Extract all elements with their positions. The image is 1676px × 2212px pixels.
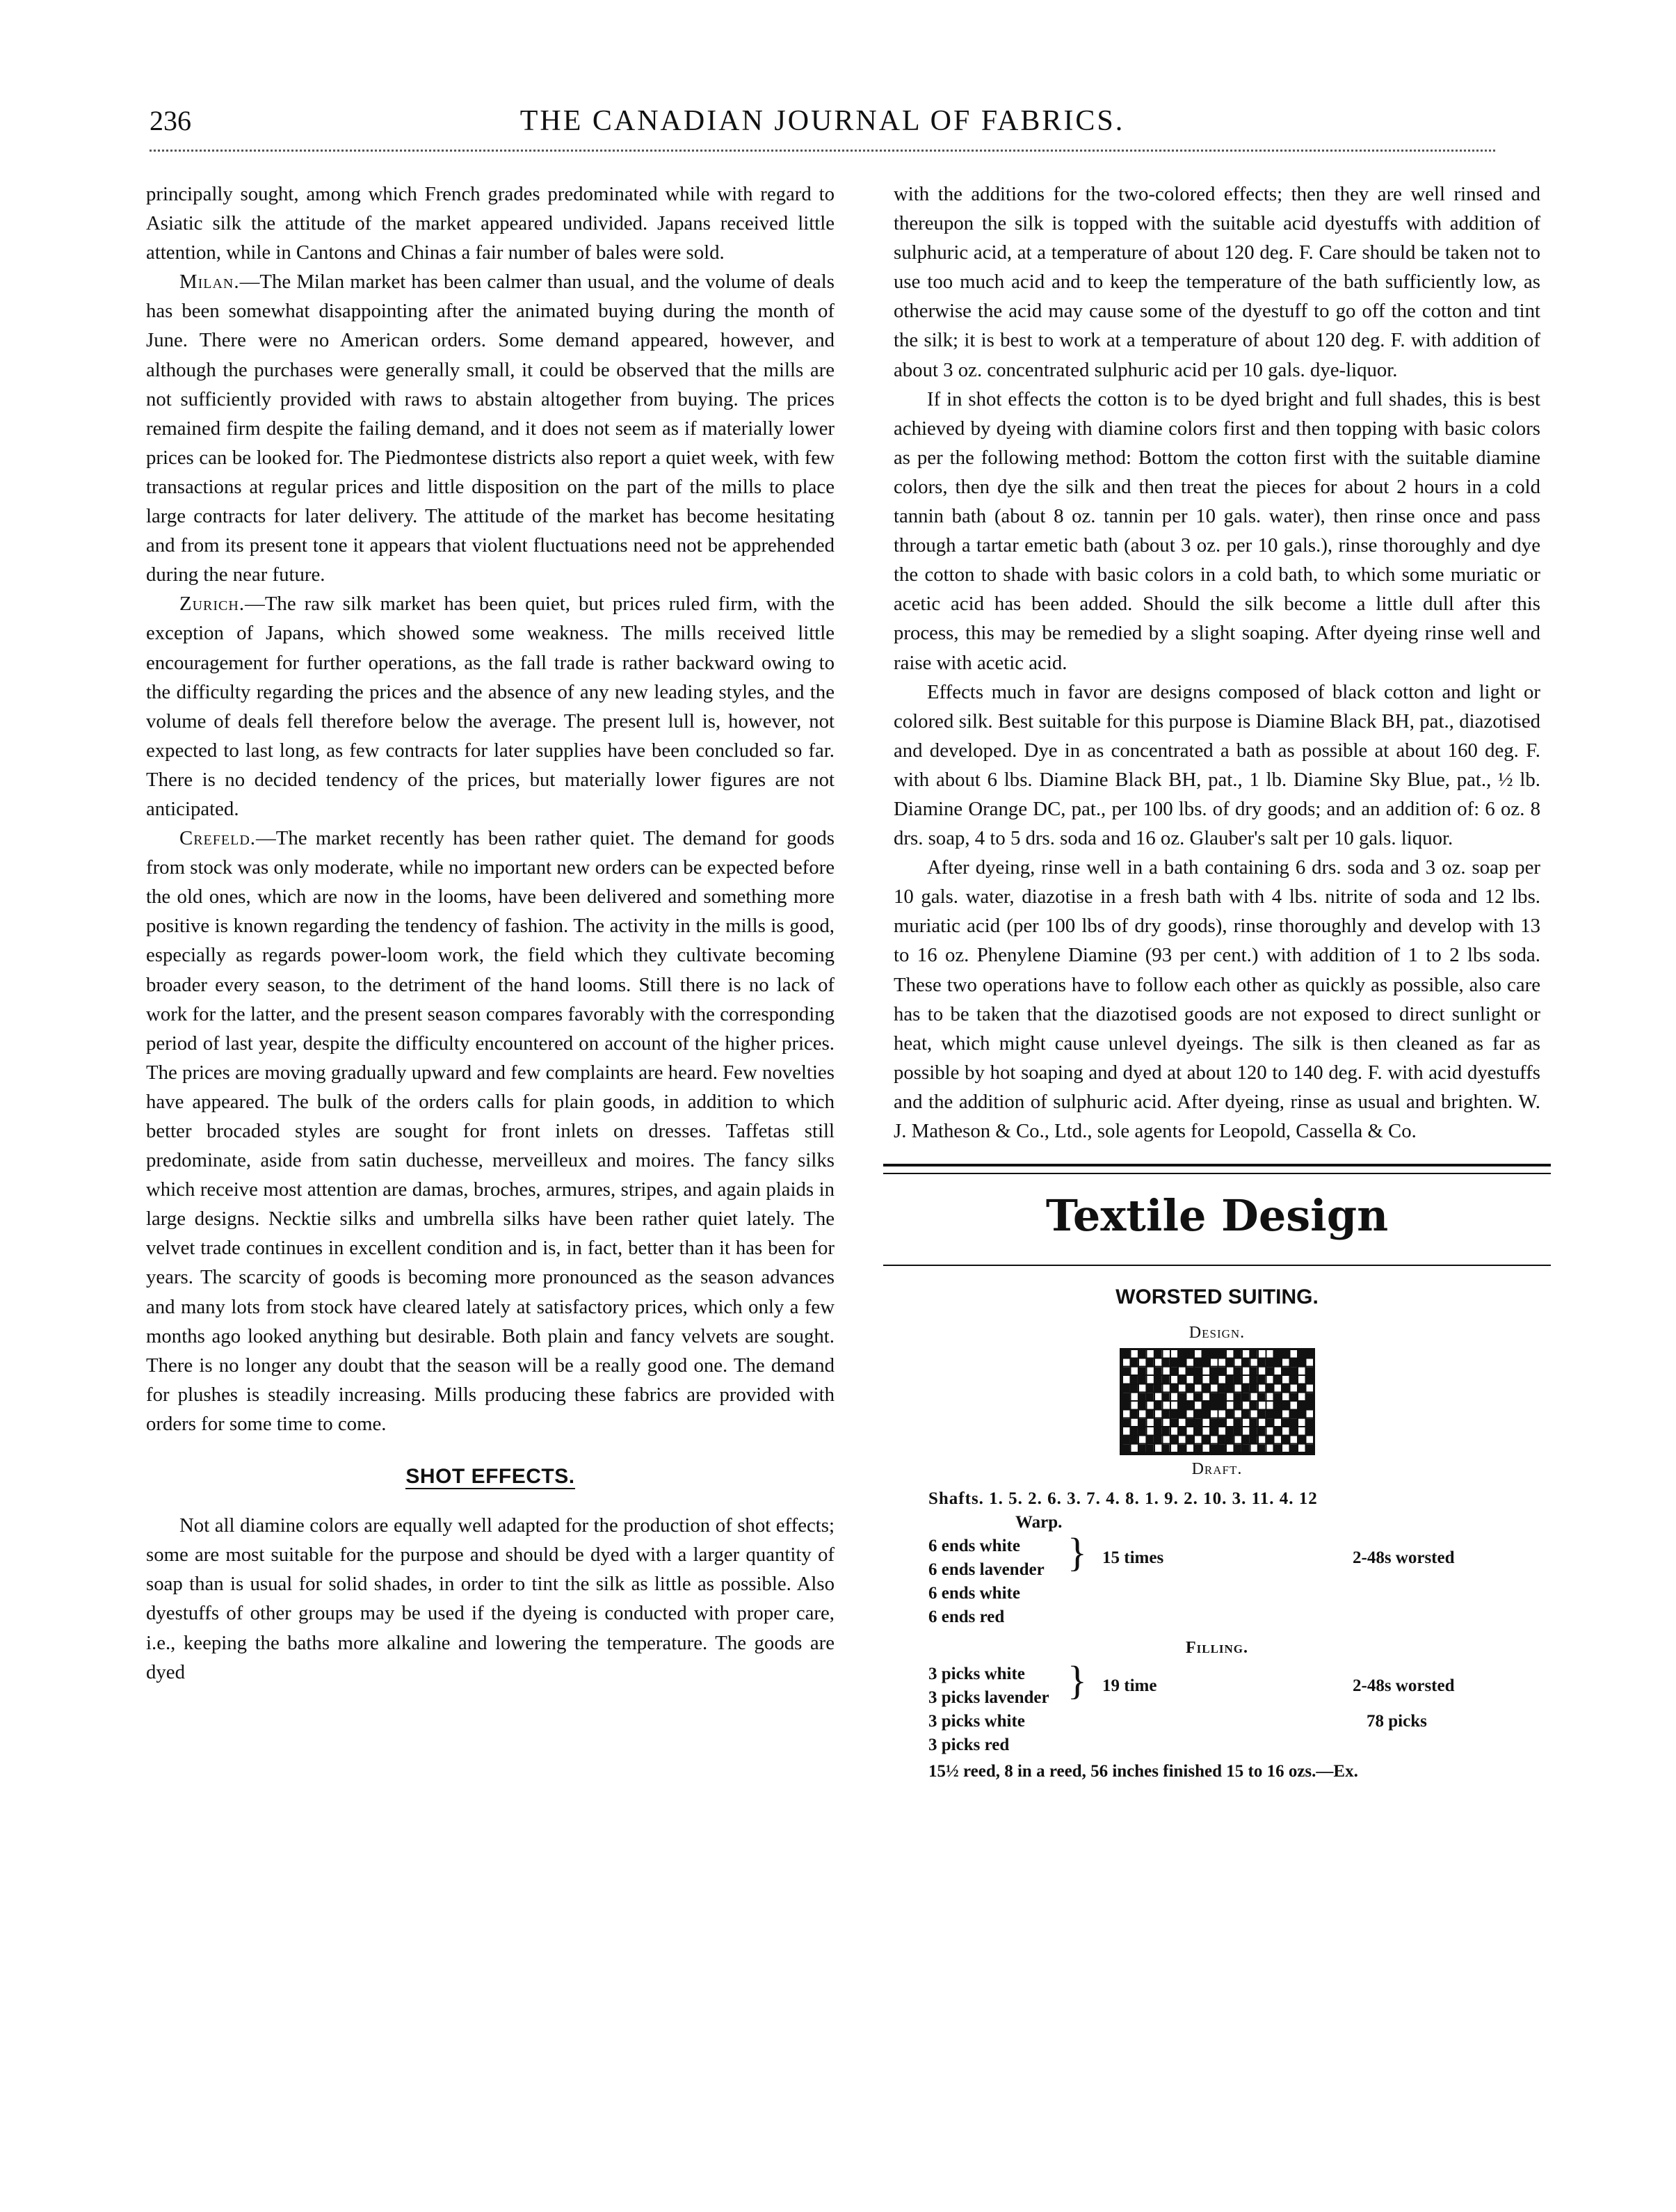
weave-cell: [1153, 1350, 1161, 1359]
filling-row-text: 3 picks lavender: [928, 1688, 1049, 1708]
weave-cell: [1129, 1427, 1137, 1436]
paragraph: After dyeing, rinse well in a bath containing 6 drs. soda and 3 oz. soap per 10 gals. water, diazotise in a fresh bath with 4 lbs. nitrite of soda and 12 lbs. muriatic acid (per 100 lbs of dry goods), rinse thoroughly and develop with 13 to 16 oz. Phenylene Diamine (93 per cent.) with addition of 1 to 2 lbs soda. These two operations have to follow each other as quickly as possible, also care has to be taken that the diazotised goods are not exposed to direct sunlight or heat, which might cause unlevel dyeings. The silk is then cleaned as far as possible by hot soaping and dyed at about 120 to 140 deg. F. with acid dyestuffs and the addition of sulphuric acid. After dyeing, rinse as usual and brighten. W. J. Matheson & Co., Ltd., sole agents for Leopold, Cassella & Co.: [894, 856, 1540, 1142]
weave-cell: [1305, 1393, 1312, 1402]
filling-row-text: 3 picks white: [928, 1712, 1025, 1731]
weave-cell: [1201, 1350, 1209, 1359]
weave-cell: [1241, 1359, 1248, 1368]
weave-cell: [1265, 1368, 1273, 1376]
weave-cell: [1153, 1427, 1161, 1436]
weave-cell: [1129, 1436, 1137, 1445]
weave-cell: [1177, 1393, 1185, 1402]
weave-cell: [1225, 1376, 1232, 1384]
weave-cell: [1161, 1393, 1169, 1402]
weave-cell: [1209, 1376, 1217, 1384]
zurich-text: —The raw silk market has been quiet, but prices ruled firm, with the exception of Japans, which showed some weakness. The mills received little encouragement for further operations, as the fall trade is rather backward owing to the difficulty regarding the prices and the absence of any new leading styles, and the volume of deals fell therefore below the average. The present lull is, however, not expected to last long, as few contracts for later supplies have been concluded so far. There is no decided tendency of the prices, but materially lower figures are not anticipated.: [146, 593, 835, 820]
shafts-line: Shafts. 1. 5. 2. 6. 3. 7. 4. 8. 1. 9. 2. 10. 3. 11. 4. 12: [928, 1489, 1318, 1509]
weave-cell: [1305, 1402, 1312, 1410]
weave-cell: [1122, 1445, 1129, 1453]
draft-caption: Draft.: [1191, 1460, 1243, 1479]
filling-times: 19 time: [1102, 1676, 1157, 1696]
weave-cell: [1129, 1411, 1137, 1419]
weave-cell: [1273, 1402, 1280, 1410]
weave-cell: [1265, 1411, 1273, 1419]
weave-cell: [1129, 1359, 1137, 1368]
weave-cell: [1145, 1445, 1153, 1453]
weave-cell: [1217, 1419, 1225, 1427]
weave-cell: [1169, 1368, 1177, 1376]
weave-cell: [1289, 1393, 1296, 1402]
weave-cell: [1257, 1359, 1264, 1368]
paragraph: Not all diamine colors are equally well adapted for the production of shot effects; some are most suitable for the purpose and should be dyed with a larger quantity of soap than is usual for solid shades, in order to tint the silk as little as possible. Also dyestuffs of other groups may be used if the dyeing is conducted with proper care, i.e., keeping the baths more alkaline and lowering the temperature. The goods are dyed: [146, 1514, 835, 1683]
weave-cell: [1281, 1436, 1289, 1445]
weave-cell: [1153, 1368, 1161, 1376]
weave-cell: [1273, 1411, 1280, 1419]
warp-row-text: 6 ends lavender: [928, 1560, 1045, 1580]
weave-cell: [1281, 1350, 1289, 1359]
weave-cell: [1249, 1368, 1257, 1376]
weave-cell: [1225, 1427, 1232, 1436]
weave-cell: [1161, 1411, 1169, 1419]
weave-cell: [1161, 1376, 1169, 1384]
weave-cell: [1249, 1385, 1257, 1393]
weave-cell: [1305, 1419, 1312, 1427]
weave-cell: [1249, 1419, 1257, 1427]
filling-yarn: 2-48s worsted: [1353, 1676, 1455, 1696]
weave-cell: [1137, 1402, 1145, 1410]
weave-cell: [1169, 1436, 1177, 1445]
weave-cell: [1233, 1402, 1241, 1410]
weave-cell: [1122, 1350, 1129, 1359]
weave-cell: [1137, 1350, 1145, 1359]
section-divider: [883, 1164, 1551, 1174]
weave-cell: [1201, 1385, 1209, 1393]
crefeld-text: —The market recently has been rather quiet. The demand for goods from stock was only moderate, while no important new orders can be expected before the old ones, which are now in the looms, have been delivered and something more positive is known regarding the tendency of fashion. The activity in the mills is good, especially as regards power-loom work, the field which they cultivate becoming broader every season, to the detriment of the hand looms. Still there is no lack of work for the latter, and the present season compares favorably with the corresponding period of last year, despite the difficulty encountered on account of the higher prices. The prices are moving gradually upward and few complaints are heard. Few novelties have appeared. The bulk of the orders calls for plain goods, in addition to which better brocaded styles are sought for front inlets on dresses. Taffetas still predominate, aside from satin duchesse, merveilleux and moires. The fancy silks which receive most attention are damas, broches, armures, stripes, and again plaids in large designs. Necktie silks and umbrella silks have been rather quiet lately. The velvet trade continues in excellent condition and is, in fact, better than it has been for years. The scarcity of goods is becoming more pronounced as the season advances and many lots from stock have cleared lately at satisfactory prices, which only a few months ago looked anything but desirable. Both plain and fancy velvets are sought. There is no longer any doubt that the season will be a really good one. The demand for plushes is steadily increasing. Mills producing these fabrics are provided with orders for some time to come.: [146, 827, 835, 1435]
weave-cell: [1281, 1385, 1289, 1393]
weave-cell: [1153, 1436, 1161, 1445]
weave-cell: [1185, 1402, 1193, 1410]
weave-cell: [1209, 1350, 1217, 1359]
weave-cell: [1209, 1402, 1217, 1410]
weave-cell: [1137, 1445, 1145, 1453]
brace-icon: }: [1067, 1530, 1087, 1576]
weave-cell: [1289, 1376, 1296, 1384]
weave-cell: [1233, 1419, 1241, 1427]
warp-row: [894, 1582, 1540, 1605]
zurich-lead: Zurich.: [179, 593, 245, 616]
weave-cell: [1122, 1385, 1129, 1393]
weave-cell: [1201, 1402, 1209, 1410]
weave-cell: [1265, 1436, 1273, 1445]
weave-cell: [1161, 1359, 1169, 1368]
warp-row: [894, 1548, 1540, 1582]
weave-cell: [1257, 1411, 1264, 1419]
weave-cell: [1145, 1359, 1153, 1368]
weave-cell: [1153, 1402, 1161, 1410]
weave-cell: [1241, 1445, 1248, 1453]
weave-cell: [1153, 1376, 1161, 1384]
reed-line: 15½ reed, 8 in a reed, 56 inches finished 15 to 16 ozs.—Ex.: [928, 1762, 1358, 1781]
weave-cell: [1217, 1445, 1225, 1453]
weave-cell: [1233, 1350, 1241, 1359]
weave-cell: [1145, 1436, 1153, 1445]
weave-cell: [1305, 1445, 1312, 1453]
weave-cell: [1153, 1419, 1161, 1427]
paragraph: principally sought, among which French grades predominated while with regard to Asiatic silk the attitude of the market appeared undivided. Japans received little attention, while in Cantons and Chinas a fair number of bales were sold.: [146, 183, 835, 264]
textile-design-banner: Textile Design: [1045, 1190, 1389, 1242]
worsted-suiting-title: WORSTED SUITING.: [1115, 1285, 1319, 1309]
weave-cell: [1233, 1376, 1241, 1384]
weave-cell: [1193, 1376, 1201, 1384]
milan-paragraph: [146, 267, 835, 589]
weave-cell: [1233, 1445, 1241, 1453]
warp-row-text: 6 ends red: [928, 1608, 1005, 1627]
weave-cell: [1169, 1411, 1177, 1419]
weave-cell: [1273, 1393, 1280, 1402]
weave-cell: [1273, 1359, 1280, 1368]
weave-cell: [1201, 1359, 1209, 1368]
paragraph: Effects much in favor are designs composed of black cotton and light or colored silk. Best suitable for this purpose is Diamine Black BH, pat., diazotised and developed. Dye in as concentrated a bath as possible at about 160 deg. F. with about 6 lbs. Diamine Black BH, pat., 1 lb. Diamine Sky Blue, pat., ½ lb. Diamine Orange DC, pat., per 100 lbs. of dry goods; and an addition of: 6 oz. 8 drs. soap, 4 to 5 drs. soda and 16 oz. Glauber's salt per 10 gals. liquor.: [894, 680, 1540, 850]
weave-cell: [1297, 1350, 1305, 1359]
weave-cell: [1122, 1368, 1129, 1376]
brace-icon: }: [1067, 1658, 1087, 1704]
weave-cell: [1289, 1368, 1296, 1376]
weave-cell: [1225, 1385, 1232, 1393]
weave-cell: [1185, 1350, 1193, 1359]
weave-design-grid: [1120, 1348, 1315, 1455]
weave-cell: [1193, 1419, 1201, 1427]
weave-cell: [1217, 1385, 1225, 1393]
weave-cell: [1177, 1411, 1185, 1419]
weave-cell: [1233, 1393, 1241, 1402]
weave-cell: [1177, 1376, 1185, 1384]
weave-cell: [1241, 1436, 1248, 1445]
weave-cell: [1193, 1427, 1201, 1436]
weave-cell: [1169, 1385, 1177, 1393]
weave-cell: [1289, 1419, 1296, 1427]
weave-cell: [1305, 1427, 1312, 1436]
weave-cell: [1169, 1419, 1177, 1427]
weave-cell: [1145, 1411, 1153, 1419]
weave-cell: [1193, 1359, 1201, 1368]
weave-cell: [1233, 1368, 1241, 1376]
weave-cell: [1305, 1376, 1312, 1384]
weave-cell: [1185, 1419, 1193, 1427]
weave-cell: [1169, 1359, 1177, 1368]
weave-cell: [1193, 1393, 1201, 1402]
weave-cell: [1217, 1436, 1225, 1445]
filling-picks: 78 picks: [1367, 1712, 1427, 1731]
weave-cell: [1257, 1445, 1264, 1453]
weave-cell: [1217, 1402, 1225, 1410]
right-column: [894, 179, 1540, 1784]
weave-cell: [1257, 1427, 1264, 1436]
page-number: 236: [150, 105, 191, 136]
warp-times: 15 times: [1102, 1548, 1164, 1568]
weave-cell: [1137, 1419, 1145, 1427]
weave-cell: [1177, 1402, 1185, 1410]
weave-cell: [1145, 1385, 1153, 1393]
weave-cell: [1233, 1427, 1241, 1436]
weave-cell: [1185, 1436, 1193, 1445]
weave-cell: [1281, 1368, 1289, 1376]
weave-cell: [1217, 1393, 1225, 1402]
weave-cell: [1249, 1427, 1257, 1436]
weave-cell: [1185, 1368, 1193, 1376]
weave-cell: [1225, 1411, 1232, 1419]
weave-pattern: [1122, 1350, 1313, 1453]
weave-cell: [1122, 1402, 1129, 1410]
left-column: [146, 179, 835, 1687]
weave-cell: [1217, 1350, 1225, 1359]
weave-cell: [1225, 1359, 1232, 1368]
weave-cell: [1209, 1419, 1217, 1427]
warp-row-text: 6 ends white: [928, 1537, 1020, 1556]
weave-cell: [1209, 1445, 1217, 1453]
weave-cell: [1297, 1359, 1305, 1368]
weave-cell: [1145, 1393, 1153, 1402]
milan-text: —The Milan market has been calmer than usual, and the volume of deals has been somewhat disappointing after the animated buying during the month of June. There were no American orders. Some demand appeared, however, and although the purchases were generally small, it could be observed that the mills are not sufficiently provided with raws to abstain altogether from buying. The prices remained firm despite the failing demand, and it does not seem as if materially lower prices can be looked for. The Piedmontese districts also report a quiet week, with few transactions at regular prices and little disposition on the part of the mills to place large contracts for later delivery. The attitude of the market has become hesitating and from its present tone it appears that violent fluctuations need not be apprehended during the near future.: [146, 271, 835, 586]
filling-row: [894, 1733, 1540, 1757]
filling-row: [894, 1710, 1540, 1733]
weave-cell: [1177, 1350, 1185, 1359]
weave-cell: [1241, 1411, 1248, 1419]
zurich-paragraph: [146, 589, 835, 824]
weave-cell: [1273, 1445, 1280, 1453]
weave-cell: [1209, 1427, 1217, 1436]
weave-cell: [1257, 1393, 1264, 1402]
crefeld-lead: Crefeld.: [179, 827, 256, 850]
journal-title: THE CANADIAN JOURNAL OF FABRICS.: [519, 105, 1125, 137]
weave-cell: [1273, 1350, 1280, 1359]
weave-cell: [1201, 1436, 1209, 1445]
weave-cell: [1257, 1376, 1264, 1384]
weave-cell: [1153, 1385, 1161, 1393]
weave-cell: [1297, 1385, 1305, 1393]
weave-cell: [1122, 1419, 1129, 1427]
weave-cell: [1137, 1393, 1145, 1402]
weave-cell: [1225, 1436, 1232, 1445]
weave-cell: [1305, 1350, 1312, 1359]
weave-cell: [1273, 1376, 1280, 1384]
weave-cell: [1193, 1445, 1201, 1453]
weave-cell: [1137, 1368, 1145, 1376]
weave-cell: [1249, 1350, 1257, 1359]
weave-cell: [1289, 1427, 1296, 1436]
weave-cell: [1297, 1411, 1305, 1419]
filling-row-text: 3 picks red: [928, 1736, 1010, 1755]
weave-cell: [1177, 1359, 1185, 1368]
weave-cell: [1129, 1376, 1137, 1384]
weave-cell: [1193, 1368, 1201, 1376]
weave-cell: [1289, 1411, 1296, 1419]
paragraph: with the additions for the two-colored effects; then they are well rinsed and thereupon the silk is topped with the suitable acid dyestuffs with addition of sulphuric acid, at a temperature of about 120 deg. F. Care should be taken not to use too much acid and to keep the temperature of the bath sufficiently low, as otherwise the acid may cause some of the dyestuff to go off the cotton and tint the silk; it is best to work at a temperature of about 120 deg. F. with addition of about 3 oz. concentrated sulphuric acid per 10 gals. dye-liquor.: [894, 183, 1540, 381]
weave-cell: [1193, 1411, 1201, 1419]
weave-cell: [1161, 1427, 1169, 1436]
warp-label: Warp.: [1015, 1513, 1063, 1532]
crefeld-paragraph: [146, 824, 835, 1438]
weave-cell: [1281, 1402, 1289, 1410]
page-header: [150, 104, 1495, 153]
weave-cell: [1137, 1376, 1145, 1384]
weave-cell: [1305, 1368, 1312, 1376]
weave-cell: [1265, 1385, 1273, 1393]
warp-row: [894, 1605, 1540, 1629]
weave-cell: [1241, 1393, 1248, 1402]
weave-cell: [1297, 1402, 1305, 1410]
paragraph: If in shot effects the cotton is to be dyed bright and full shades, this is best achieved by dyeing with diamine colors first and then topping with basic colors as per the following method: Bottom the cotton first with the suitable diamine colors, then dye the silk and then treat the pieces for about 2 hours in a cold tannin bath (about 8 oz. tannin per 10 gals. water), then rinse once and pass through a tartar emetic bath (about 3 oz. per 10 gals.), rinse thoroughly and dye the cotton to shade with basic colors in a cold bath, to which some muriatic or acetic acid has been added. Should the silk become a little dull after this process, this may be remedied by a slight soaping. After dyeing rinse well and raise with acetic acid.: [894, 387, 1540, 674]
weave-cell: [1129, 1385, 1137, 1393]
weave-cell: [1249, 1376, 1257, 1384]
weave-cell: [1217, 1368, 1225, 1376]
weave-cell: [1249, 1402, 1257, 1410]
weave-cell: [1289, 1445, 1296, 1453]
warp-row-text: 6 ends white: [928, 1584, 1020, 1603]
weave-cell: [1289, 1359, 1296, 1368]
filling-row-text: 3 picks white: [928, 1665, 1025, 1684]
shot-effects-heading: [146, 1462, 835, 1491]
warp-yarn: 2-48s worsted: [1353, 1548, 1455, 1568]
weave-cell: [1185, 1385, 1193, 1393]
weave-cell: [1137, 1427, 1145, 1436]
weave-cell: [1281, 1419, 1289, 1427]
weave-cell: [1201, 1411, 1209, 1419]
weave-cell: [1209, 1393, 1217, 1402]
milan-lead: Milan.: [179, 271, 240, 294]
banner-rule: [883, 1265, 1551, 1266]
weave-cell: [1249, 1436, 1257, 1445]
weave-cell: [1209, 1368, 1217, 1376]
header-rule: [150, 150, 1495, 152]
filling-label: Filling.: [1185, 1639, 1249, 1658]
weave-cell: [1273, 1427, 1280, 1436]
weave-cell: [1265, 1359, 1273, 1368]
weave-cell: [1161, 1445, 1169, 1453]
weave-cell: [1265, 1419, 1273, 1427]
weave-cell: [1297, 1436, 1305, 1445]
shot-effects-heading-text: SHOT EFFECTS.: [405, 1465, 575, 1489]
filling-row: [894, 1676, 1540, 1710]
weave-specification: [894, 1487, 1540, 1784]
weave-cell: [1241, 1385, 1248, 1393]
weave-cell: [1177, 1427, 1185, 1436]
weave-cell: [1122, 1393, 1129, 1402]
weave-cell: [1122, 1436, 1129, 1445]
design-caption: Design.: [1188, 1324, 1246, 1343]
weave-cell: [1177, 1445, 1185, 1453]
